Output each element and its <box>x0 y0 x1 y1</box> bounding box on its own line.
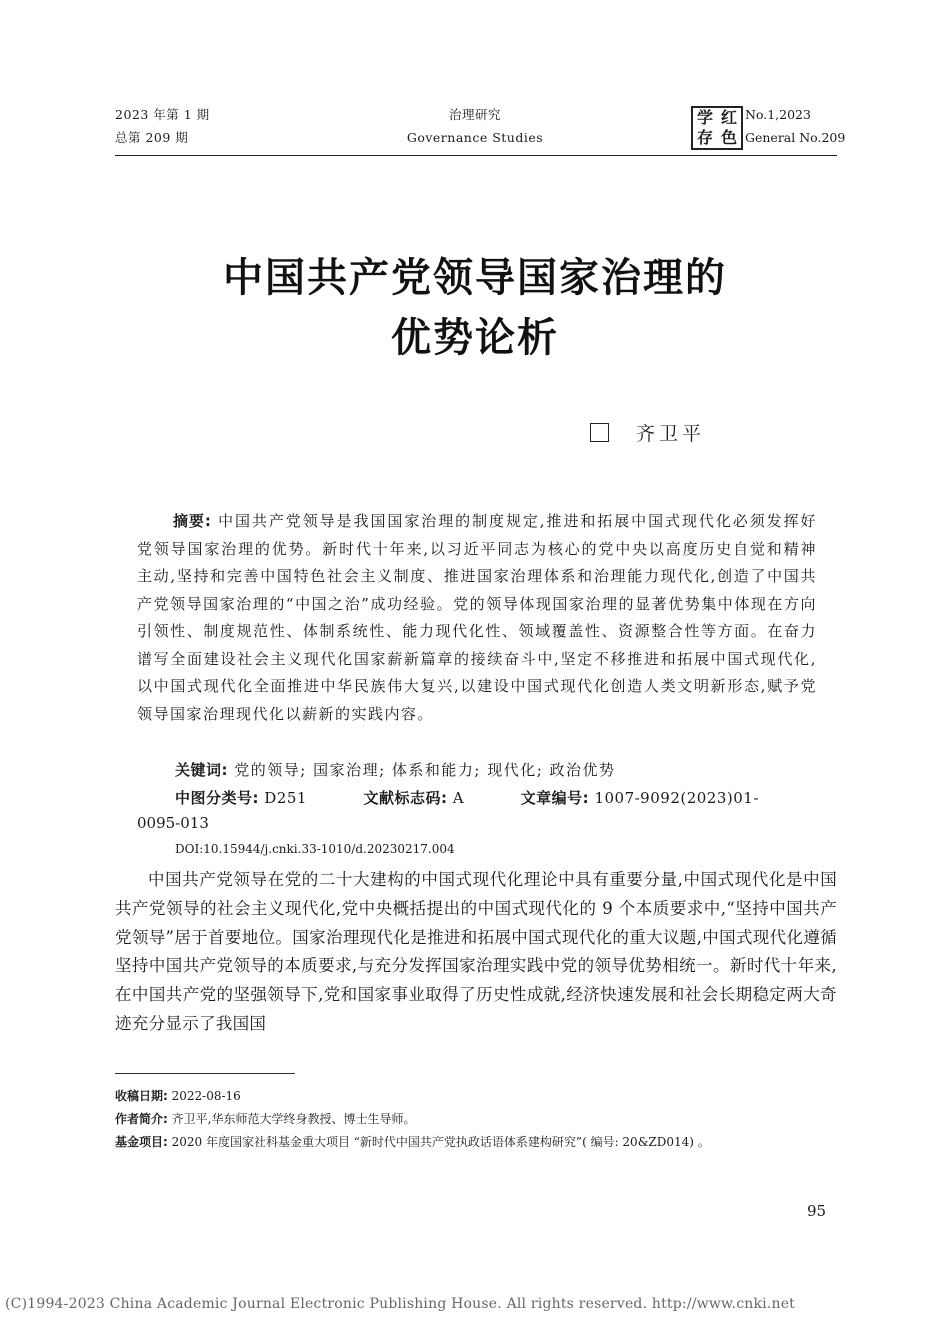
general-number-en: General No.209 <box>745 130 846 145</box>
keywords <box>175 759 616 780</box>
keywords-text: 党的领导; 国家治理; 体系和能力; 现代化; 政治优势 <box>228 761 616 779</box>
footnote-label: 基金项目: <box>115 1135 168 1149</box>
footnote-text: 2020 年度国家社科基金重大项目 “新时代中国共产党执政话语体系建构研究”( 编号: 20&ZD014) 。 <box>167 1135 710 1149</box>
header-divider <box>115 155 837 156</box>
article-number-value: 1007-9092(2023)01- <box>589 789 759 807</box>
journal-name-cn: 治理研究 <box>448 107 501 122</box>
keywords-label: 关键词: <box>175 761 228 779</box>
clc-label: 中图分类号: <box>175 789 259 807</box>
body-paragraph <box>115 866 837 1039</box>
article-number-label: 文章编号: <box>520 789 590 807</box>
abstract-label: 摘要: <box>173 512 212 530</box>
footnote-label: 作者简介: <box>115 1112 168 1126</box>
abstract-text: 中国共产党领导是我国国家治理的制度规定,推进和拓展中国式现代化必须发挥好党领导国家治理的优势。新时代十年来,以习近平同志为核心的党中央以高度历史自觉和精神主动,坚持和完善中国特色社会主义制度、推进国家治理体系和治理能力现代化,创造了中国共产党领导国家治理的“中国之治”成功经验。党的领导体现国家治理的显著优势集中体现在方向引领性、制度规范性、体制系统性、能力现代化性、领域覆盖性、资源整合性等方面。在奋力谱写全面建设社会主义现代化国家薪新篇章的接续奋斗中,坚定不移推进和拓展中国式现代化,以中国式现代化全面推进中华民族伟大复兴,以建设中国式现代化创造人类文明新形态,赋予党领导国家治理现代化以薪新的实践内容。 <box>137 512 818 723</box>
body-text: 中国共产党领导在党的二十大建构的中国式现代化理论中具有重要分量,中国式现代化是中国共产党领导的社会主义现代化,党中央概括提出的中国式现代化的 9 个本质要求中,“坚持中国共产党领导”居于首要地位。国家治理现代化是推进和拓展中国式现代化的重大议题,中国式现代化遵循坚持中国共产党领导的本质要求,与充分发挥国家治理实践中党的领导优势相统一。新时代十年来,在中国共产党的坚强领导下,党和国家事业取得了历史性成就,经济快速发展和社会长期稳定两大奇迹充分显示了我国国 <box>115 870 837 1033</box>
article-title-line2: 优势论析 <box>391 315 559 361</box>
article-number-continued: 0095-013 <box>137 814 209 832</box>
journal-name-en: Governance Studies <box>406 130 544 145</box>
total-issue-line: 总第 209 期 <box>115 130 189 145</box>
seal-char: 色 <box>720 128 737 147</box>
classification-line <box>175 787 759 808</box>
footnote-text: 齐卫平,华东师范大学终身教授、博士生导师。 <box>167 1112 416 1126</box>
seal-char: 红 <box>720 108 737 127</box>
seal-char: 存 <box>696 128 713 147</box>
article-title-line1: 中国共产党领导国家治理的 <box>223 255 727 301</box>
footnote-text: 2022-08-16 <box>167 1089 241 1103</box>
footnote-funding <box>115 1131 710 1153</box>
footnote-received <box>115 1085 241 1107</box>
footnote-author-bio <box>115 1108 415 1130</box>
author-box-icon <box>590 423 609 442</box>
journal-seal-logo <box>691 106 743 150</box>
copyright-watermark: (C)1994-2023 China Academic Journal Electronic Publishing House. All rights reserved. http://www.cnki.net <box>5 1296 796 1312</box>
author-name: 齐卫平 <box>636 423 706 445</box>
doc-code-value: A <box>447 789 465 807</box>
issue-line: 2023 年第 1 期 <box>115 107 210 122</box>
issue-number-en: No.1,2023 <box>745 107 811 122</box>
doc-code-label: 文献标志码: <box>363 789 448 807</box>
footnote-divider <box>115 1073 295 1074</box>
doi: DOI:10.15944/j.cnki.33-1010/d.20230217.004 <box>175 842 455 856</box>
page-number: 95 <box>807 1202 827 1220</box>
abstract <box>137 508 817 728</box>
footnote-label: 收稿日期: <box>115 1089 168 1103</box>
clc-value: D251 <box>259 789 307 807</box>
seal-char: 学 <box>696 108 713 127</box>
